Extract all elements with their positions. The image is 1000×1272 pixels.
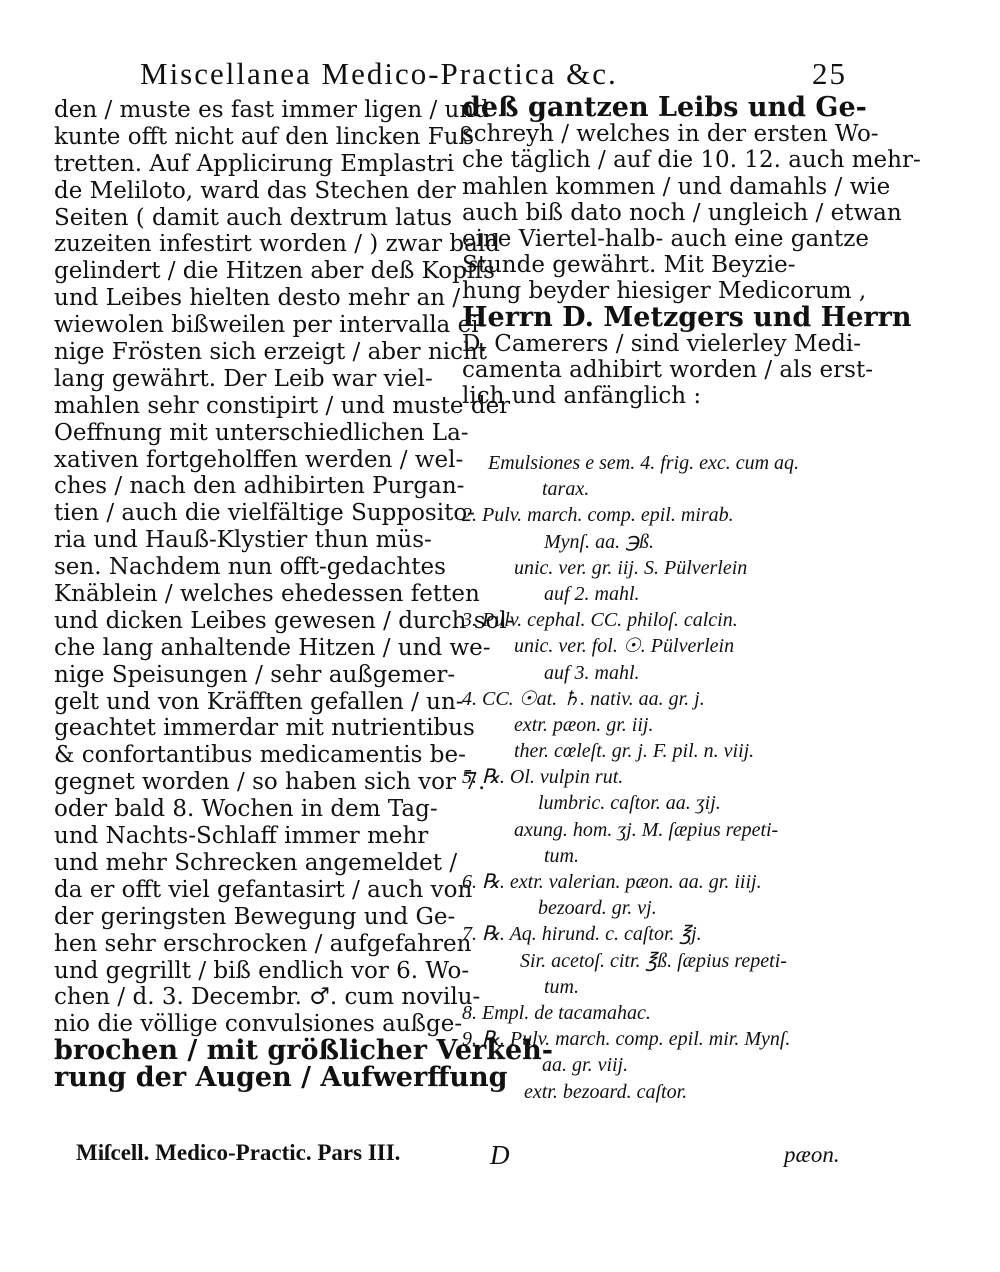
text-line: auch biß dato noch / ungleich / etwan <box>462 199 902 226</box>
prescription-line: Mynſ. aa. ℈ß. <box>544 530 655 553</box>
text-line: oder bald 8. Wochen in dem Tag- <box>54 796 438 823</box>
text-line: gelt und von Kräfften gefallen / un- <box>54 688 464 715</box>
text-line: Oeffnung mit unterschiedlichen La- <box>54 419 469 446</box>
text-line: lang gewährt. Der Leib war viel- <box>54 365 433 392</box>
prescription-line: aa. gr. viij. <box>542 1054 629 1077</box>
text-line: Knäblein / welches ehedessen fetten <box>54 581 480 608</box>
prescription-line: lumbric. caſtor. aa. ʒij. <box>538 792 721 815</box>
text-line: Seiten ( damit auch dextrum latus <box>54 204 453 231</box>
text-line: D. Camerers / sind vielerley Medi- <box>462 330 861 357</box>
text-line: nige Speisungen / sehr außgemer- <box>54 661 456 688</box>
prescription-line: auf 2. mahl. <box>544 582 640 605</box>
text-line: und mehr Schrecken angemeldet / <box>54 849 458 876</box>
prescription-line: tarax. <box>542 478 590 501</box>
prescription-line: tum. <box>544 975 579 998</box>
text-line: mahlen sehr constipirt / und muste der <box>54 392 511 419</box>
page-footer <box>76 1140 936 1174</box>
text-line: schreyh / welches in der ersten Wo- <box>462 121 879 148</box>
prescription-line: ther. cœleſt. gr. j. F. pil. n. viij. <box>514 740 755 763</box>
right-column <box>462 92 921 410</box>
prescription-line: 4. CC. ☉at. ♄. nativ. aa. gr. j. <box>462 687 705 710</box>
signature-mark: D <box>490 1140 510 1170</box>
text-line: zuzeiten infestirt worden / ) zwar bald <box>54 231 500 258</box>
prescription-line: 7. ℞. Aq. hirund. c. caſtor. ℥j. <box>462 923 702 946</box>
text-line: gegnet worden / so haben sich vor 7. <box>54 769 486 796</box>
text-line: deß gantzen Leibs und Ge- <box>462 92 867 123</box>
prescription-line: 6. ℞. extr. valerian. pæon. aa. gr. iiij. <box>462 871 762 893</box>
text-line: ria und Hauß-Klystier thun müs- <box>54 527 432 554</box>
prescription-line: auf 3. mahl. <box>544 661 640 684</box>
text-line: und dicken Leibes gewesen / durch sol- <box>54 607 515 634</box>
text-line: tretten. Auf Applicirung Emplastri <box>54 150 455 177</box>
text-line: mahlen kommen / und damahls / wie <box>462 173 891 200</box>
prescription-line: unic. ver. fol. ☉. Pülverlein <box>514 635 735 658</box>
text-line: und Nachts-Schlaff immer mehr <box>54 823 429 850</box>
text-line: & confortantibus medicamentis be- <box>54 742 466 769</box>
text-line: kunte offt nicht auf den lincken Fuß <box>54 123 474 150</box>
prescription-line: 5. ℞. Ol. vulpin rut. <box>462 766 624 789</box>
prescription-line: tum. <box>544 844 579 867</box>
prescription-line: Emulsiones e sem. 4. frig. exc. cum aq. <box>488 452 800 474</box>
text-line: chen / d. 3. Decembr. ♂. cum novilu- <box>54 984 481 1011</box>
text-line: den / muste es fast immer ligen / und <box>54 97 489 123</box>
text-line: rung der Augen / Aufwerffung <box>54 1062 508 1094</box>
text-line: de Meliloto, ward das Stechen der <box>54 177 456 204</box>
text-line: Herrn D. Metzgers und Herrn <box>462 301 912 333</box>
catchword: pæon. <box>784 1142 840 1167</box>
text-line: che lang anhaltende Hitzen / und we- <box>54 634 491 661</box>
text-line: eine Viertel-halb- auch eine gantze <box>462 225 869 252</box>
running-title: Miscellanea Medico-Practica &c. <box>140 56 618 91</box>
prescription-line: extr. bezoard. caſtor. <box>524 1080 688 1103</box>
prescription-line: bezoard. gr. vj. <box>538 897 657 920</box>
text-line: sen. Nachdem nun offt-gedachtes <box>54 554 446 581</box>
prescription-line: 3. Pulv. cephal. CC. philoſ. calcin. <box>462 609 738 632</box>
text-line: der geringsten Bewegung und Ge- <box>54 903 456 930</box>
text-line: und gegrillt / biß endlich vor 6. Wo- <box>54 957 470 984</box>
prescription-line: 9. ℞. Pulv. march. comp. epil. mir. Mynſ. <box>462 1028 791 1051</box>
text-line: lich und anfänglich : <box>462 383 702 410</box>
text-line: da er offt viel gefantasirt / auch von <box>54 876 473 903</box>
signature-title: Miſcell. Medico-Practic. Pars III. <box>76 1140 401 1165</box>
text-line: brochen / mit größlicher Verkeh- <box>54 1035 553 1067</box>
prescription-line: 8. Empl. de tacamahac. <box>462 1001 651 1024</box>
text-line: nige Frösten sich erzeigt / aber nicht <box>54 339 488 366</box>
page-number: 25 <box>812 56 847 91</box>
text-line: ches / nach den adhibirten Purgan- <box>54 473 465 500</box>
text-line: gelindert / die Hitzen aber deß Kopffs <box>54 258 495 285</box>
text-line: hen sehr erschrocken / aufgefahren <box>54 930 472 957</box>
prescription-line: Sir. acetoſ. citr. ℥ß. ſæpius repeti- <box>520 949 787 972</box>
text-line: tien / auch die vielfältige Supposito- <box>54 500 475 527</box>
text-line: xativen fortgeholffen werden / wel- <box>54 446 464 473</box>
text-line: che täglich / auf die 10. 12. auch mehr- <box>462 147 921 174</box>
prescription-line: axung. hom. ʒj. M. ſæpius repeti- <box>514 818 779 841</box>
running-head <box>140 56 900 96</box>
text-line: wiewolen bißweilen per intervalla ei- <box>54 312 487 339</box>
text-line: nio die völlige convulsiones außge- <box>54 1011 463 1038</box>
prescription-line: extr. pæon. gr. iij. <box>514 713 654 736</box>
text-line: hung beyder hiesiger Medicorum , <box>462 278 867 305</box>
text-line: und Leibes hielten desto mehr an / <box>54 285 461 312</box>
prescription-line: 2. Pulv. march. comp. epil. mirab. <box>462 504 734 527</box>
text-line: Stunde gewährt. Mit Beyzie- <box>462 252 796 279</box>
text-line: geachtet immerdar mit nutrientibus <box>54 715 475 742</box>
prescription-list <box>462 450 852 1105</box>
prescription-line: unic. ver. gr. iij. S. Pülverlein <box>514 556 748 579</box>
text-line: camenta adhibirt worden / als erst- <box>462 356 873 383</box>
